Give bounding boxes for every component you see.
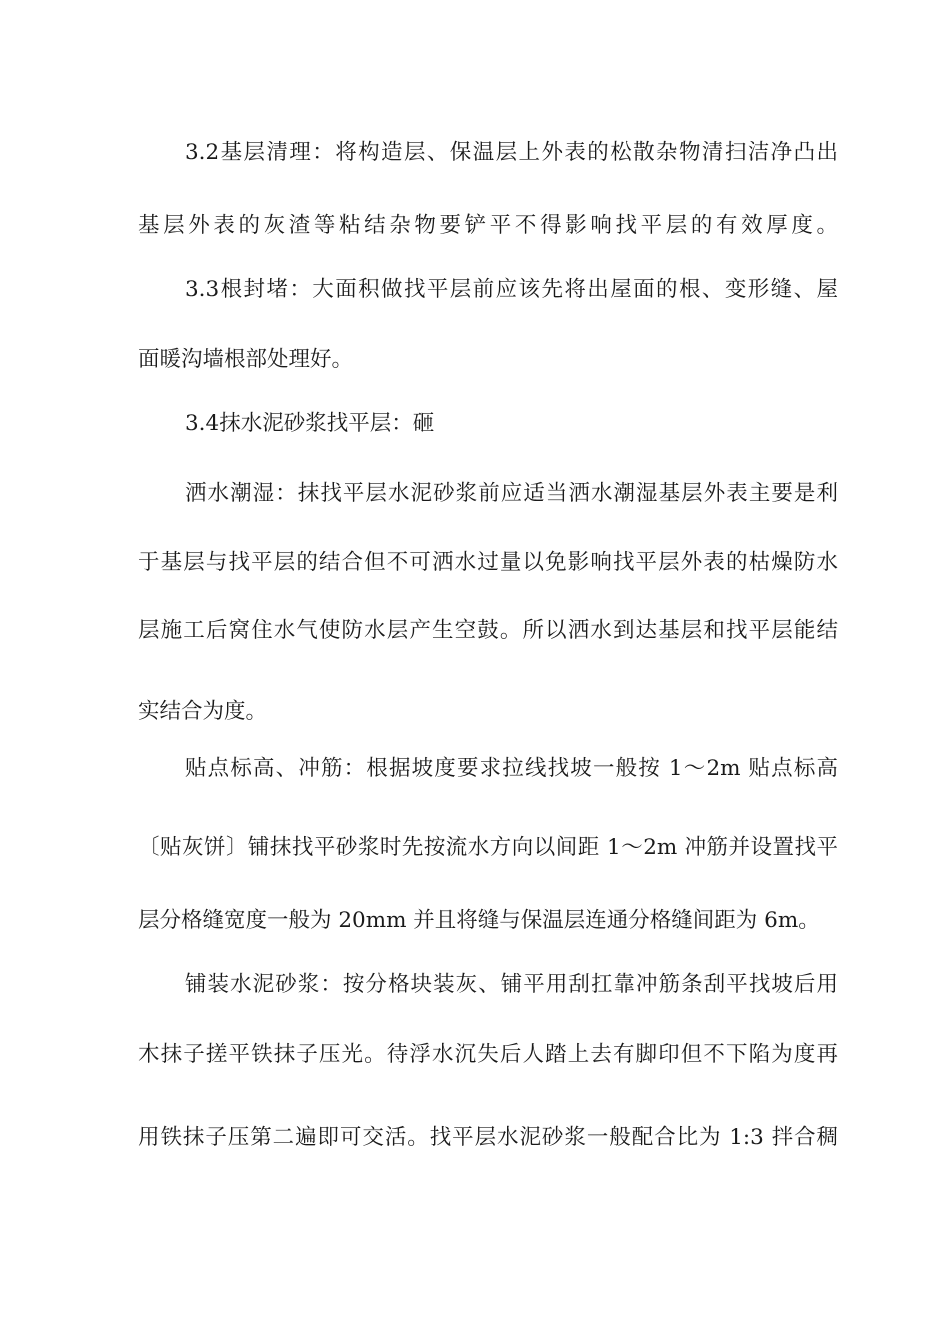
paragraph-line: 实结合为度。 (138, 699, 268, 724)
paragraph-line: 层施工后窝住水气使防水层产生空鼓。所以洒水到达基层和找平层能结 (138, 618, 838, 643)
paragraph-line: 3.3根封堵：大面积做找平层前应该先将出屋面的根、变形缝、屋 (185, 277, 838, 302)
paragraph-line: 铺装水泥砂浆：按分格块装灰、铺平用刮扛靠冲筋条刮平找坡后用 (185, 972, 838, 997)
paragraph-line: 木抹子搓平铁抹子压光。待浮水沉失后人踏上去有脚印但不下陷为度再 (138, 1042, 838, 1067)
paragraph-line: 〔贴灰饼〕铺抹找平砂浆时先按流水方向以间距 1～2m 冲筋并设置找平 (138, 835, 838, 860)
paragraph-line: 洒水潮湿：抹找平层水泥砂浆前应适当洒水潮湿基层外表主要是利 (185, 481, 838, 506)
paragraph-line: 3.2基层清理：将构造层、保温层上外表的松散杂物清扫洁净凸出 (185, 140, 838, 165)
paragraph-line: 贴点标高、冲筋：根据坡度要求拉线找坡一般按 1～2m 贴点标高 (185, 756, 838, 781)
paragraph-line: 面暖沟墙根部处理好。 (138, 347, 354, 372)
paragraph-line: 3.4抹水泥砂浆找平层：砸 (185, 411, 435, 436)
paragraph-line: 基层外表的灰渣等粘结杂物要铲平不得影响找平层的有效厚度。 (138, 213, 838, 238)
paragraph-line: 于基层与找平层的结合但不可洒水过量以免影响找平层外表的枯燥防水 (138, 550, 838, 575)
paragraph-line: 层分格缝宽度一般为 20mm 并且将缝与保温层连通分格缝间距为 6m。 (138, 908, 820, 933)
paragraph-line: 用铁抹子压第二遍即可交活。找平层水泥砂浆一般配合比为 1:3 拌合稠 (138, 1125, 838, 1150)
